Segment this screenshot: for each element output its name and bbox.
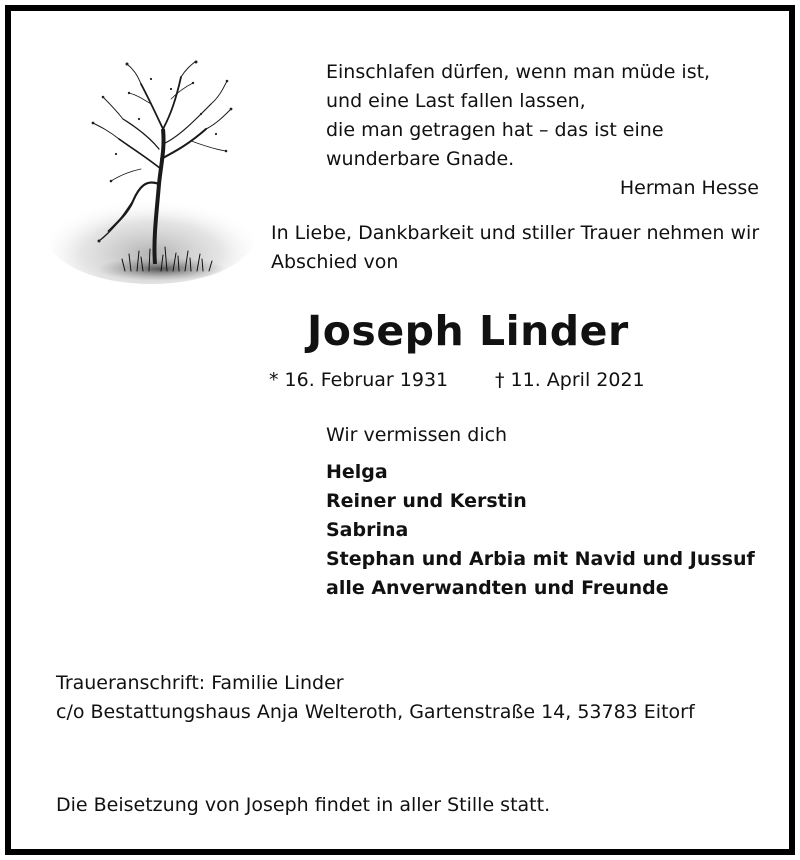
mourners-intro: Wir vermissen dich	[326, 424, 508, 446]
intro-line: In Liebe, Dankbarkeit und stiller Trauer nehmen wir	[271, 222, 760, 244]
obituary-frame	[5, 5, 795, 855]
intro-line: Abschied von	[271, 251, 399, 273]
burial-note: Die Beisetzung von Joseph findet in aller Stille statt.	[56, 794, 551, 816]
mourner-name: alle Anverwandten und Freunde	[326, 577, 669, 599]
deceased-name: Joseph Linder	[307, 307, 629, 355]
poem-author: Herman Hesse	[619, 177, 759, 199]
poem-line: und eine Last fallen lassen,	[326, 90, 586, 112]
poem-line: wunderbare Gnade.	[326, 148, 515, 170]
mourner-name: Stephan und Arbia mit Navid und Jussuf	[326, 548, 755, 570]
birth-date: * 16. Februar 1931	[269, 369, 449, 391]
tree-illustration	[51, 59, 266, 299]
poem-line: die man getragen hat – das ist eine	[326, 119, 664, 141]
address-line: c/o Bestattungshaus Anja Welteroth, Gartenstraße 14, 53783 Eitorf	[56, 701, 695, 723]
poem-line: Einschlafen dürfen, wenn man müde ist,	[326, 61, 711, 83]
address-line: Traueranschrift: Familie Linder	[56, 672, 344, 694]
death-date: † 11. April 2021	[495, 369, 645, 391]
mourner-name: Reiner und Kerstin	[326, 490, 527, 512]
mourner-name: Sabrina	[326, 519, 409, 541]
mourner-name: Helga	[326, 461, 388, 483]
